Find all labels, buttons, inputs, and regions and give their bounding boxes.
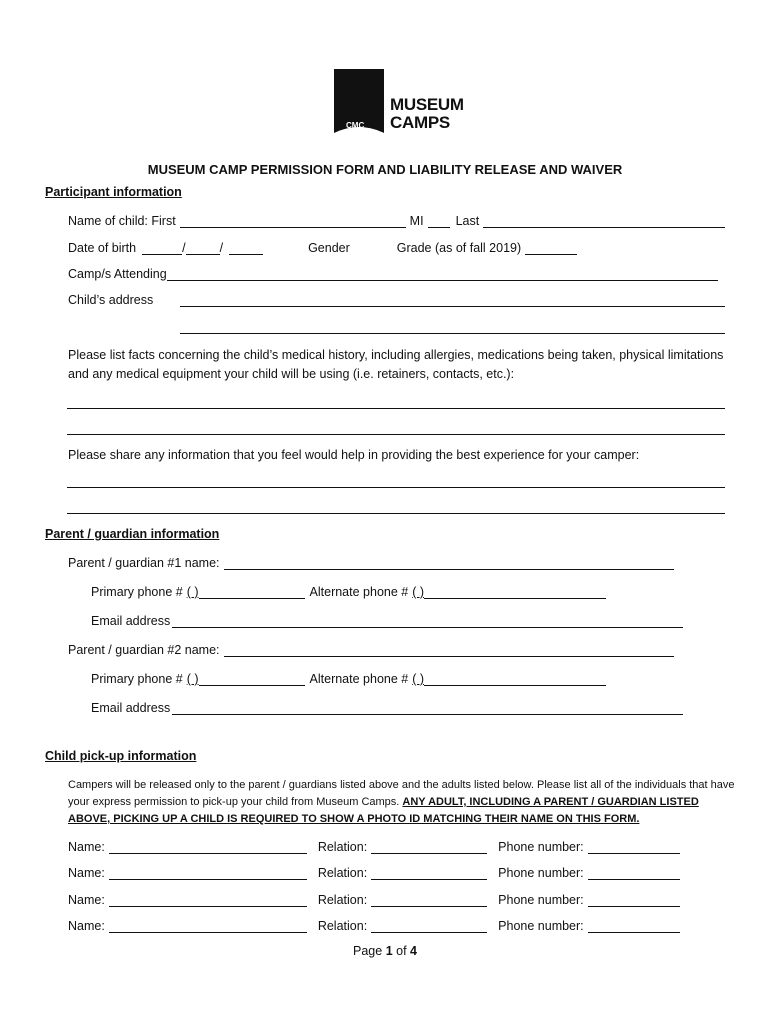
pickup-warning: ANY ADULT, INCLUDING A PARENT / GUARDIAN LISTED ABOVE, PICKING UP A CHILD IS REQUIRED TO SHOW A PHOTO ID MATCHING THEIR NAME ON THIS FORM. [68,796,699,825]
pickup-text: Campers will be released only to the parent / guardians listed above and the adults listed below. Please list all of the individuals that have your express permission to pick-up your child from Museum Camps. ANY ADULT, INCLUDING A PARENT / GUARDIAN LISTED ABOVE, PICKING UP A CHILD IS REQUIRED TO SHOW A PHOTO ID MATCHING THEIR NAME ON THIS FORM. [68,779,735,825]
pickup-row-4: Name: Relation: Phone number: [68,919,680,933]
camps-field[interactable] [167,268,718,281]
guardian1-alternate-phone[interactable] [424,586,606,599]
guardian1-email-field[interactable] [172,615,683,628]
pickup-heading: Child pick-up information [45,749,197,763]
pickup-name-field-1[interactable] [109,841,307,854]
mi-field[interactable] [428,215,450,228]
first-name-field[interactable] [180,215,406,228]
guardian2-primary-phone[interactable] [199,673,305,686]
last-name-field[interactable] [483,215,725,228]
dob-row: Date of birth / / Gender Grade (as of fall 2019) [68,241,577,255]
address-line-1[interactable] [180,306,725,307]
dob-month-field[interactable] [142,242,182,255]
guardian1-row: Parent / guardian #1 name: [68,556,674,570]
share-line-1[interactable] [67,487,725,488]
guardian1-name-field[interactable] [224,557,674,570]
guardian2-email-field[interactable] [172,702,683,715]
pickup-relation-field-4[interactable] [371,920,487,933]
grade-field[interactable] [525,242,577,255]
pickup-phone-field-3[interactable] [588,894,680,907]
logo-cmc: CMC [346,121,365,130]
share-line-2[interactable] [67,513,725,514]
share-prompt: Please share any information that you feel would help in providing the best experience for your camper: [68,448,640,462]
guardian1-email-row: Email address [91,614,683,628]
pickup-row-1: Name: Relation: Phone number: [68,840,680,854]
pickup-relation-field-2[interactable] [371,867,487,880]
pickup-phone-field-4[interactable] [588,920,680,933]
guardian2-name-field[interactable] [224,644,674,657]
page-number: Page 1 of 4 [353,944,417,958]
pickup-name-field-2[interactable] [109,867,307,880]
pickup-row-3: Name: Relation: Phone number: [68,893,680,907]
logo-text: MUSEUM CAMPS [390,95,464,132]
logo-mark [334,69,384,133]
medical-line-1[interactable] [67,408,725,409]
form-title: MUSEUM CAMP PERMISSION FORM AND LIABILITY RELEASE AND WAIVER [147,162,623,177]
pickup-relation-field-3[interactable] [371,894,487,907]
pickup-row-2: Name: Relation: Phone number: [68,866,680,880]
camps-row: Camp/s Attending [68,267,718,281]
address-label: Child’s address [68,293,154,307]
dob-year-field[interactable] [229,242,263,255]
guardian2-alternate-phone[interactable] [424,673,606,686]
dob-day-field[interactable] [186,242,220,255]
medical-line-2[interactable] [67,434,725,435]
medical-prompt: Please list facts concerning the child’s medical history, including allergies, medications being taken, physical limitations and any medical equipment your child will be using (i.e. retainers, contacts, etc.): [68,348,724,381]
guardian2-phone-row: Primary phone # ( ) Alternate phone # ( ) [91,672,606,686]
child-name-row: Name of child: First MI Last [68,214,725,228]
pickup-name-field-4[interactable] [109,920,307,933]
guardian1-primary-phone[interactable] [199,586,305,599]
address-line-2[interactable] [180,333,725,334]
guardian-heading: Parent / guardian information [45,527,220,541]
pickup-phone-field-2[interactable] [588,867,680,880]
pickup-name-field-3[interactable] [109,894,307,907]
guardian2-email-row: Email address [91,701,683,715]
guardian2-row: Parent / guardian #2 name: [68,643,674,657]
guardian1-phone-row: Primary phone # ( ) Alternate phone # ( ) [91,585,606,599]
participant-heading: Participant information [45,185,182,199]
pickup-relation-field-1[interactable] [371,841,487,854]
pickup-phone-field-1[interactable] [588,841,680,854]
